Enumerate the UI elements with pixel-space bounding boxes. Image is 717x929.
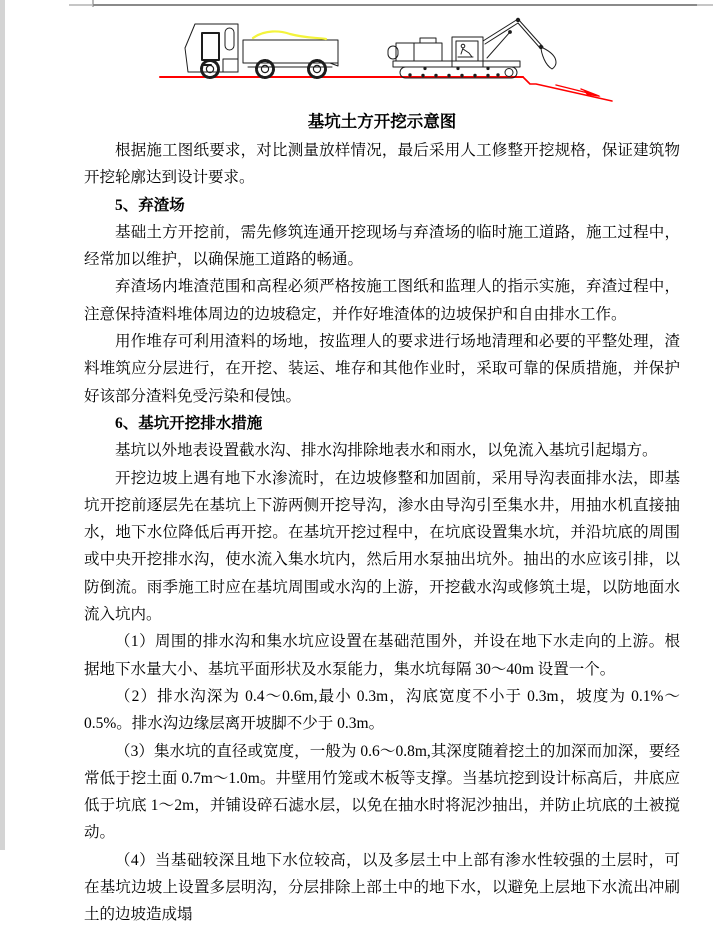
paragraph: 用作堆存可利用渣料的场地，按监理人的要求进行场地清理和必要的平整处理，渣料堆筑应分层进行，在开挖、装运、堆存和其他作业时，采取可靠的保质措施，并保护好该部分渣料免受污染和侵蚀。 xyxy=(84,333,680,405)
paragraph: 根据施工图纸要求，对比测量放样情况，最后采用人工修整开挖规格，保证建筑物开挖轮廓达到设计要求。 xyxy=(84,142,680,187)
paragraph: （2）排水沟深为 0.4～0.6m,最小 0.3m，沟底宽度不小于 0.3m，坡度为 0.1%～0.5%。排水沟边缘层离开坡脚不少于 0.3m。 xyxy=(84,687,680,733)
window-edge xyxy=(0,0,5,850)
bucket xyxy=(541,47,556,69)
dump-truck-drawing xyxy=(185,24,338,78)
page-boundary-left xyxy=(69,4,93,6)
paragraph: （1）周围的排水沟和集水坑应设置在基础范围外，并设在地下水走向的上游。根据地下水量大小、基坑平面形状及水泵能力，集水坑每隔 30～40m 设置一个。 xyxy=(84,633,680,678)
section-heading-5: 5、弃渣场 xyxy=(115,196,185,214)
page-boundary-top xyxy=(93,4,697,6)
ground-line xyxy=(160,77,612,101)
document-body xyxy=(84,106,680,929)
paragraph: 开挖边坡上遇有地下水渗流时，在边坡修整和加固前，采用导沟表面排水法，即基坑开挖前逐层先在基坑上下游两侧开挖导沟，渗水由导沟引至集水井，用抽水机直接抽水，地下水位降低后再开挖。在基坑开挖过程中，在坑底设置集水坑，并沿坑底的周围或中央开挖排水沟，使水流入集水坑内，然后用水泵抽出坑外。抽出的水应该引排，以防倒流。雨季施工时应在基坑周围或水沟的上游，开挖截水沟或修筑土堤，以防地面水流入坑内。 xyxy=(84,469,680,624)
operator-icon xyxy=(458,44,473,57)
page-boundary-right xyxy=(697,4,713,6)
paragraph: 基础土方开挖前，需先修筑连通开挖现场与弃渣场的临时施工道路，施工过程中，经常加以维护，以确保施工道路的畅通。 xyxy=(84,223,680,269)
flow-direction-arrow-icon xyxy=(556,85,601,97)
excavator-drawing xyxy=(388,18,556,78)
paragraph: 基坑以外地表设置截水沟、排水沟排除地表水和雨水，以免流入基坑引起塌方。 xyxy=(115,442,658,460)
excavation-diagram xyxy=(80,8,640,108)
paragraph: 弃渣场内堆渣范围和高程必须严格按施工图纸和监理人的指示实施，弃渣过程中，注意保持渣料堆体周边的边坡稳定，并作好堆渣体的边坡保护和自由排水工作。 xyxy=(84,278,680,323)
paragraph: （3）集水坑的直径或宽度，一般为 0.6～0.8m,其深度随着挖土的加深而加深，要经常低于挖土面 0.7m～1.0m。井壁用竹笼或木板等支撑。当基坑挖到设计标高后，井底应低于坑底 1～2m，并铺设碎石滤水层，以免在抽水时将泥沙抽出，并防止坑底的土被搅动。 xyxy=(84,742,680,842)
figure-caption-title: 基坑土方开挖示意图 xyxy=(307,112,457,131)
load-cover-line xyxy=(253,31,326,39)
paragraph: （4）当基础较深且地下水位较高，以及多层土中上部有渗水性较强的土层时，可在基坑边坡上设置多层明沟，分层排除上部土中的地下水，以避免上层地下水流出冲刷土的边坡造成塌 xyxy=(84,851,680,924)
section-heading-6: 6、基坑开挖排水措施 xyxy=(115,414,263,432)
